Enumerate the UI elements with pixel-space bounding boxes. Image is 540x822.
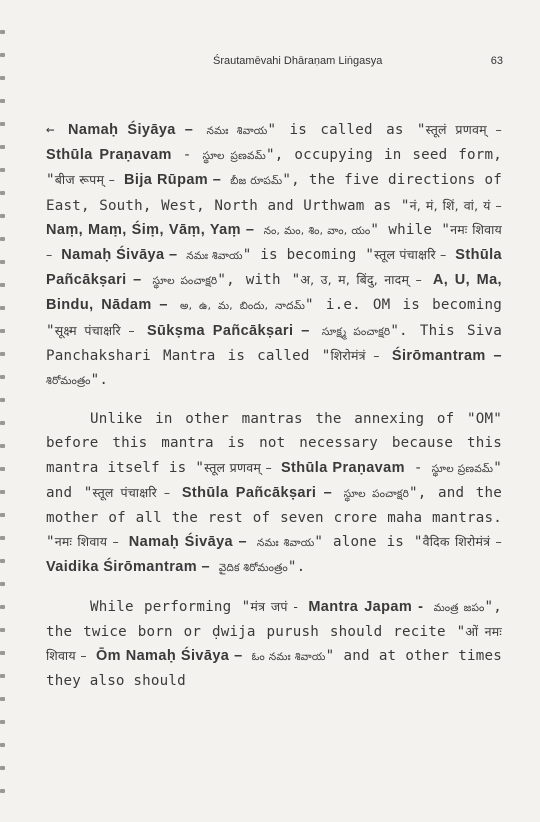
transliteration: Sūkṣma Pañcākṣari – — [146, 322, 310, 339]
binding-hole — [0, 306, 5, 310]
telugu-text: సూక్ష్మ పంచాక్షరి — [321, 325, 391, 338]
binding-hole — [0, 191, 5, 195]
binding-hole — [0, 674, 5, 678]
plain-text: Unlike in other mantras the annexing of "OM" before this mantra is not necessary because this mantra itself is " — [46, 411, 502, 476]
plain-text — [310, 323, 322, 339]
paragraph — [46, 595, 502, 694]
plain-text: - — [171, 147, 203, 164]
binding-hole — [0, 283, 5, 287]
binding-hole — [0, 214, 5, 218]
devanagari-text: अ, उ, म, बिंदु, नादम् – — [300, 272, 422, 288]
devanagari-text: स्तूल पंचाक्षरि – — [92, 484, 171, 500]
transliteration: Vaidika Śirōmantram – — [46, 559, 210, 576]
telugu-text: స్థూల ప్రణవమ్ — [431, 462, 494, 475]
plain-text — [119, 534, 129, 550]
binding-hole — [0, 260, 5, 264]
plain-text — [380, 348, 392, 364]
binding-hole — [0, 329, 5, 333]
telugu-text: బీజ రూపమ్ — [230, 175, 283, 188]
devanagari-text: बीज रूपम् – — [54, 172, 116, 188]
binding-hole — [0, 628, 5, 632]
plain-text — [177, 247, 186, 263]
plain-text — [254, 222, 263, 238]
binding-hole — [0, 697, 5, 701]
transliteration: Ōm Namaḥ Śivāya – — [95, 648, 243, 665]
plain-text: " and at other times they also should — [46, 648, 502, 690]
telugu-text: స్థూల పంచాక్షరి — [343, 487, 410, 500]
telugu-text: మంత్ర జపం — [433, 601, 485, 614]
plain-text: ", with " — [217, 272, 301, 289]
binding-hole — [0, 720, 5, 724]
devanagari-text: नमः शिवाय – — [54, 534, 119, 550]
paragraph — [46, 118, 502, 393]
transliteration: Namaḥ Śivāya – — [61, 247, 178, 264]
binding-hole — [0, 168, 5, 172]
plain-text: ← — [46, 122, 69, 138]
devanagari-text: नमः शिवाय – — [46, 221, 502, 263]
binding-hole — [0, 513, 5, 517]
binding-hole — [0, 421, 5, 425]
plain-text — [170, 485, 182, 501]
devanagari-text: वैदिक शिरोमंत्रं – — [422, 534, 502, 550]
binding-hole — [0, 398, 5, 402]
binding-hole — [0, 53, 5, 57]
plain-text: - — [404, 459, 432, 476]
devanagari-text: सूक्ष्म पंचाक्षरि – — [54, 322, 135, 338]
binding-hole — [0, 122, 5, 126]
binding-hole — [0, 99, 5, 103]
telugu-text: వైదిక శిరోమంత్రం — [218, 562, 288, 575]
devanagari-text: शिरोमंत्रं – — [330, 347, 380, 363]
devanagari-text: स्तूल पंचाक्षरि – — [374, 247, 447, 263]
telugu-text: స్థూల పంచాక్షరి — [152, 275, 218, 288]
transliteration: Sthūla Pañcākṣari – — [46, 247, 502, 289]
binding-hole — [0, 651, 5, 655]
plain-text — [87, 648, 96, 664]
plain-text: ", the twice born or ḍwija purush should recite " — [46, 598, 503, 640]
plain-text: While performing " — [90, 598, 251, 615]
plain-text — [422, 272, 433, 288]
transliteration: Mantra Japam - — [308, 598, 424, 615]
plain-text — [272, 460, 281, 476]
plain-text: " i.e. OM is becoming " — [46, 297, 503, 339]
binding-hole — [0, 467, 5, 471]
plain-text — [135, 323, 147, 339]
plain-text — [115, 172, 124, 188]
binding-hole — [0, 789, 5, 793]
transliteration: Sthūla Praṇavam — [46, 147, 172, 164]
devanagari-text: स्तूल प्रणवम् – — [204, 459, 272, 475]
plain-text: " is called as " — [267, 122, 426, 138]
body-text — [46, 118, 502, 693]
plain-text — [298, 599, 308, 615]
devanagari-text: मंत्र जपं - — [250, 598, 299, 614]
transliteration: Naṃ, Maṃ, Śiṃ, Vāṃ, Yaṃ – — [46, 221, 255, 238]
devanagari-text: ओं नमः शिवाय – — [46, 623, 502, 664]
plain-text — [247, 534, 257, 550]
plain-text: ". This Siva Panchakshari Mantra is called " — [46, 322, 502, 364]
plain-text — [210, 559, 219, 575]
plain-text — [423, 599, 433, 615]
paragraph — [46, 407, 502, 580]
plain-text — [446, 247, 455, 263]
plain-text — [332, 485, 344, 501]
binding-hole — [0, 559, 5, 563]
telugu-text: స్థూల ప్రణవమ్ — [202, 150, 266, 163]
telugu-text: నం, మం, శిం, వాం, యం — [263, 224, 371, 237]
binding-hole — [0, 145, 5, 149]
page-number: 63 — [490, 55, 503, 67]
binding-hole — [0, 605, 5, 609]
transliteration: Bija Rūpam – — [124, 172, 222, 189]
plain-text: ". — [90, 372, 109, 389]
telugu-text: నమః శివాయ — [206, 125, 268, 137]
telugu-text: శిరోమంత్రం — [46, 375, 91, 388]
plain-text — [193, 122, 206, 138]
binding-hole — [0, 490, 5, 494]
plain-text: ". — [287, 559, 306, 576]
plain-text: " and " — [46, 459, 502, 501]
telugu-text: ఓం నమః శివాయ — [251, 651, 326, 664]
plain-text — [243, 648, 252, 664]
binding-hole — [0, 76, 5, 80]
plain-text: " alone is " — [314, 534, 423, 551]
devanagari-text: स्तूलं प्रणवम् – — [425, 122, 502, 137]
binding-hole — [0, 743, 5, 747]
telugu-text: నమః శివాయ — [256, 537, 315, 550]
plain-text — [168, 297, 180, 313]
binding-hole — [0, 536, 5, 540]
transliteration: A, U, Ma, Bindu, Nādam – — [46, 272, 502, 314]
telugu-text: అ, ఉ, మ, బిందు, నాదమ్ — [179, 300, 306, 313]
transliteration: Sthūla Pañcākṣari – — [181, 484, 333, 501]
binding-hole — [0, 352, 5, 356]
plain-text — [221, 172, 230, 188]
binding-holes — [0, 0, 10, 822]
plain-text — [142, 272, 153, 288]
plain-text: " while " — [370, 221, 451, 238]
plain-text — [52, 247, 61, 263]
header-title: Śrautamēvahi Dhāraṇam Liṅgasya — [213, 55, 383, 67]
telugu-text: నమః శివాయ — [186, 250, 243, 263]
plain-text: ", and the mother of all the rest of seven crore maha mantras. " — [46, 484, 502, 551]
transliteration: Namaḥ Śiyāya – — [68, 122, 194, 138]
binding-hole — [0, 444, 5, 448]
binding-hole — [0, 375, 5, 379]
plain-text: ", the five directions of East, South, West, North and Urthwam as " — [46, 172, 502, 214]
binding-hole — [0, 766, 5, 770]
binding-hole — [0, 237, 5, 241]
devanagari-text: नं, मं, शिं, वां, यं – — [409, 197, 502, 213]
binding-hole — [0, 30, 5, 34]
plain-text: ", occupying in seed form, " — [46, 147, 502, 189]
transliteration: Śirōmantram – — [391, 347, 502, 364]
transliteration: Namaḥ Śivāya – — [128, 534, 248, 551]
plain-text: " is becoming " — [242, 247, 375, 264]
transliteration: Sthūla Praṇavam — [280, 459, 405, 476]
binding-hole — [0, 582, 5, 586]
